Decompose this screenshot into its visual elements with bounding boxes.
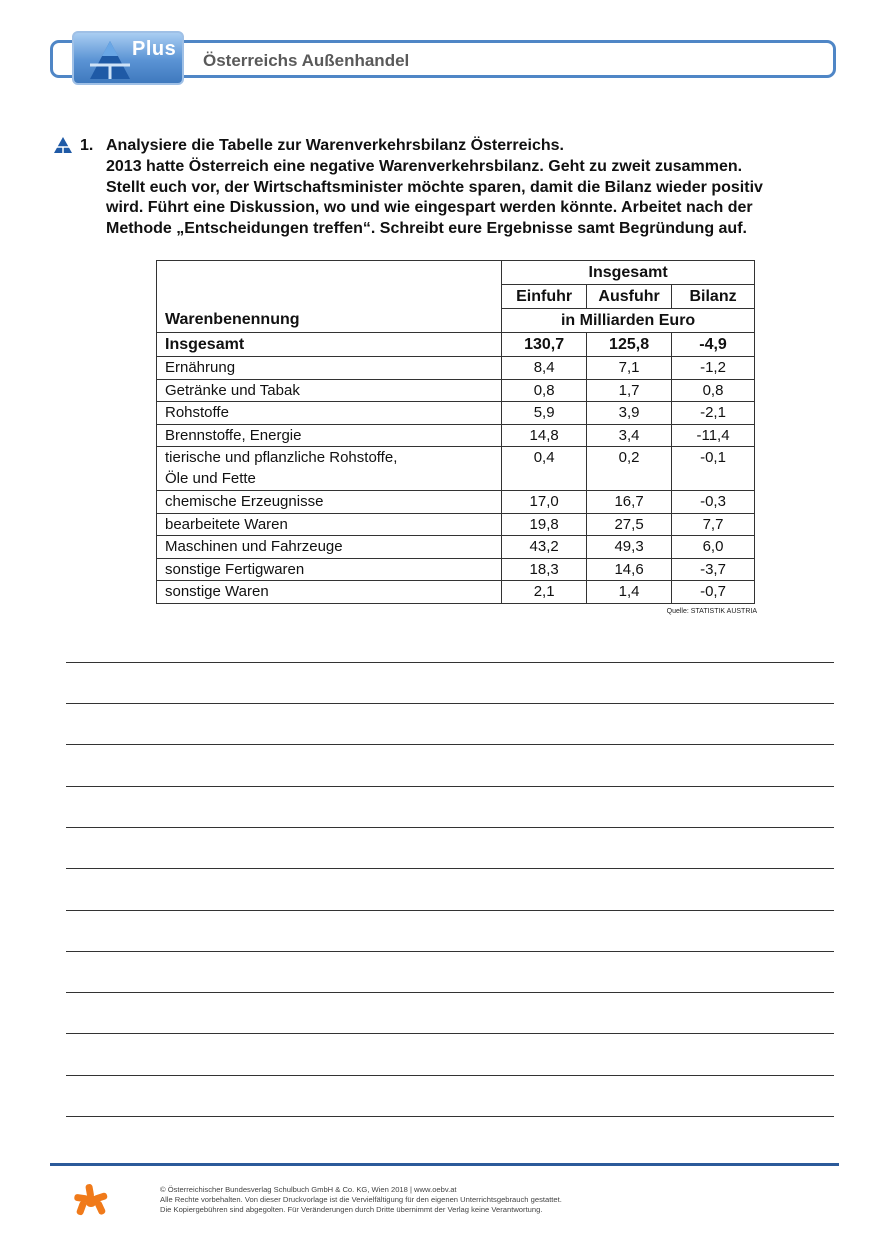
cell-bilanz: 7,7 <box>672 513 755 536</box>
row-name-line: tierische und pflanzliche Rohstoffe, <box>165 449 398 466</box>
table-row <box>157 379 755 402</box>
cell-bilanz: -1,2 <box>672 357 755 380</box>
cell-ausfuhr: 16,7 <box>587 491 672 514</box>
task-line: wird. Führt eine Diskussion, wo und wie eingespart werden könnte. Arbeitet nach der <box>106 199 753 217</box>
task-triangle-icon <box>53 136 73 154</box>
cell-bilanz: -4,9 <box>672 333 755 357</box>
answer-line[interactable] <box>66 868 834 869</box>
cell-ausfuhr: 1,7 <box>587 379 672 402</box>
task-line: Analysiere die Tabelle zur Warenverkehrsbilanz Österreichs. <box>106 137 564 154</box>
cell-einfuhr: 18,3 <box>502 558 587 581</box>
table-row-total <box>157 333 755 357</box>
cell-ausfuhr: 27,5 <box>587 513 672 536</box>
cell-bilanz: -0,7 <box>672 581 755 604</box>
row-name <box>157 447 502 491</box>
row-name: Getränke und Tabak <box>157 379 502 402</box>
column-header-einfuhr: Einfuhr <box>502 285 587 309</box>
publisher-logo-icon <box>72 1182 110 1220</box>
answer-line[interactable] <box>66 910 834 911</box>
answer-line[interactable] <box>66 827 834 828</box>
answer-line[interactable] <box>66 1033 834 1034</box>
answer-line[interactable] <box>66 703 834 704</box>
group-header-insgesamt: Insgesamt <box>502 261 755 285</box>
cell-ausfuhr: 14,6 <box>587 558 672 581</box>
cell-ausfuhr: 0,2 <box>587 447 672 491</box>
footer-rule <box>50 1163 839 1166</box>
table-row <box>157 536 755 559</box>
task-instructions <box>106 136 866 240</box>
column-header-bilanz: Bilanz <box>672 285 755 309</box>
cell-ausfuhr: 3,9 <box>587 402 672 425</box>
cell-bilanz: -2,1 <box>672 402 755 425</box>
answer-line[interactable] <box>66 744 834 745</box>
copyright-line: Die Kopiergebühren sind abgegolten. Für Veränderungen durch Dritte übernimmt der Verlag keine Verantwortung. <box>160 1205 543 1214</box>
table-row <box>157 558 755 581</box>
task-line: Stellt euch vor, der Wirtschaftsminister möchte sparen, damit die Bilanz wieder positiv <box>106 178 763 196</box>
cell-einfuhr: 17,0 <box>502 491 587 514</box>
cell-ausfuhr: 49,3 <box>587 536 672 559</box>
row-name: sonstige Fertigwaren <box>157 558 502 581</box>
cell-ausfuhr: 125,8 <box>587 333 672 357</box>
copyright-line: © Österreichischer Bundesverlag Schulbuch GmbH & Co. KG, Wien 2018 | www.oebv.at <box>160 1185 457 1194</box>
row-name: sonstige Waren <box>157 581 502 604</box>
column-header-ausfuhr: Ausfuhr <box>587 285 672 309</box>
cell-bilanz: 6,0 <box>672 536 755 559</box>
cell-einfuhr: 43,2 <box>502 536 587 559</box>
row-name: Rohstoffe <box>157 402 502 425</box>
triangle-logo-icon <box>88 39 132 81</box>
answer-line[interactable] <box>66 1116 834 1117</box>
cell-ausfuhr: 3,4 <box>587 424 672 447</box>
table-row <box>157 357 755 380</box>
cell-ausfuhr: 1,4 <box>587 581 672 604</box>
row-name: Insgesamt <box>157 333 502 357</box>
row-name: Maschinen und Fahrzeuge <box>157 536 502 559</box>
cell-bilanz: -0,3 <box>672 491 755 514</box>
table-row <box>157 402 755 425</box>
cell-bilanz: -3,7 <box>672 558 755 581</box>
trade-balance-table <box>156 260 755 604</box>
page-title: Österreichs Außenhandel <box>203 51 410 70</box>
cell-einfuhr: 5,9 <box>502 402 587 425</box>
answer-line[interactable] <box>66 951 834 952</box>
row-name: chemische Erzeugnisse <box>157 491 502 514</box>
answer-line[interactable] <box>66 992 834 993</box>
cell-ausfuhr: 7,1 <box>587 357 672 380</box>
row-name: Brennstoffe, Energie <box>157 424 502 447</box>
cell-einfuhr: 0,8 <box>502 379 587 402</box>
unit-header: in Milliarden Euro <box>502 309 755 333</box>
cell-bilanz: -0,1 <box>672 447 755 491</box>
table-row <box>157 447 755 491</box>
cell-bilanz: -11,4 <box>672 424 755 447</box>
task-line: 2013 hatte Österreich eine negative Warenverkehrsbilanz. Geht zu zweit zusammen. <box>106 157 743 175</box>
table-row <box>157 424 755 447</box>
row-name-line: Öle und Fette <box>165 470 256 487</box>
table-row <box>157 581 755 604</box>
cell-bilanz: 0,8 <box>672 379 755 402</box>
cell-einfuhr: 130,7 <box>502 333 587 357</box>
cell-einfuhr: 19,8 <box>502 513 587 536</box>
copyright-line: Alle Rechte vorbehalten. Von dieser Druckvorlage ist die Vervielfältigung für den eigenen Unterrichtsgebrauch gestattet. <box>160 1195 562 1204</box>
column-header-warenbenennung: Warenbenennung <box>157 261 502 333</box>
row-name: Ernährung <box>157 357 502 380</box>
source-note: Quelle: STATISTIK AUSTRIA <box>666 608 757 615</box>
table-row <box>157 491 755 514</box>
copyright-notice <box>160 1185 562 1215</box>
cell-einfuhr: 14,8 <box>502 424 587 447</box>
plus-logo <box>72 31 184 85</box>
cell-einfuhr: 8,4 <box>502 357 587 380</box>
cell-einfuhr: 0,4 <box>502 447 587 491</box>
task-number: 1. <box>80 137 94 154</box>
logo-text: Plus <box>132 38 177 60</box>
table-row <box>157 513 755 536</box>
task-line: Methode „Entscheidungen treffen“. Schreibt eure Ergebnisse samt Begründung auf. <box>106 220 747 238</box>
cell-einfuhr: 2,1 <box>502 581 587 604</box>
answer-line[interactable] <box>66 662 834 663</box>
answer-line[interactable] <box>66 1075 834 1076</box>
row-name: bearbeitete Waren <box>157 513 502 536</box>
answer-line[interactable] <box>66 786 834 787</box>
